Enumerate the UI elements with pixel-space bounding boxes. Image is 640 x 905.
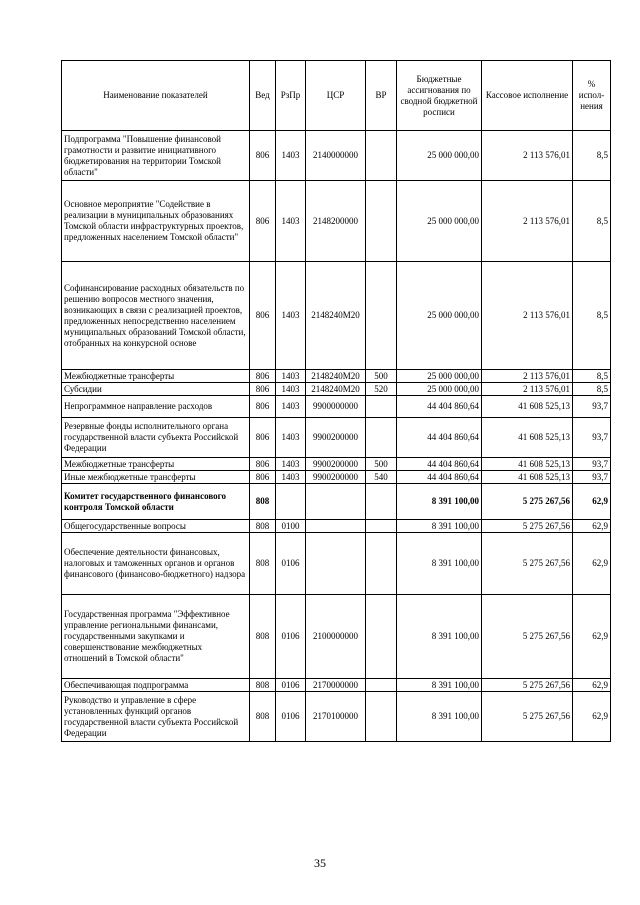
cell-ved: 806: [250, 131, 276, 181]
cell-pct: 93,7: [573, 396, 611, 418]
page-number: 35: [314, 856, 326, 870]
cell-budget: 8 391 100,00: [397, 679, 482, 692]
cell-cash: 2 113 576,01: [482, 181, 573, 262]
cell-rzpr: 0106: [276, 679, 306, 692]
cell-csr: 2148240М20: [306, 370, 366, 383]
header-csr: ЦСР: [306, 61, 366, 131]
cell-vr: [366, 595, 397, 679]
cell-csr: 2140000000: [306, 131, 366, 181]
cell-csr: 2100000000: [306, 595, 366, 679]
cell-budget: 25 000 000,00: [397, 262, 482, 370]
cell-cash: 2 113 576,01: [482, 370, 573, 383]
cell-rzpr: 1403: [276, 418, 306, 458]
cell-cash: 41 608 525,13: [482, 458, 573, 471]
budget-execution-table: [61, 60, 611, 742]
cell-ved: 808: [250, 692, 276, 742]
cell-pct: 8,5: [573, 131, 611, 181]
cell-vr: [366, 520, 397, 533]
cell-pct: 8,5: [573, 370, 611, 383]
cell-vr: 500: [366, 458, 397, 471]
cell-rzpr: 1403: [276, 471, 306, 484]
cell-name: Иные межбюджетные трансферты: [62, 471, 250, 484]
cell-cash: 5 275 267,56: [482, 692, 573, 742]
cell-budget: 44 404 860,64: [397, 418, 482, 458]
cell-name: Руководство и управление в сфере установленных функций органов государственной власти субъекта Российской Федерации: [62, 692, 250, 742]
cell-budget: 44 404 860,64: [397, 471, 482, 484]
cell-vr: [366, 679, 397, 692]
cell-cash: 5 275 267,56: [482, 533, 573, 595]
cell-rzpr: 1403: [276, 396, 306, 418]
cell-csr: 2170100000: [306, 692, 366, 742]
cell-vr: [366, 418, 397, 458]
cell-csr: [306, 484, 366, 520]
cell-rzpr: 0100: [276, 520, 306, 533]
cell-pct: 62,9: [573, 692, 611, 742]
cell-rzpr: 1403: [276, 181, 306, 262]
table-row: [62, 533, 611, 595]
cell-ved: 808: [250, 679, 276, 692]
cell-cash: 41 608 525,13: [482, 418, 573, 458]
cell-rzpr: 1403: [276, 383, 306, 396]
cell-csr: 9900200000: [306, 418, 366, 458]
cell-ved: 806: [250, 458, 276, 471]
cell-pct: 62,9: [573, 484, 611, 520]
table-row: [62, 520, 611, 533]
cell-budget: 8 391 100,00: [397, 595, 482, 679]
cell-csr: 2148240М20: [306, 383, 366, 396]
cell-ved: 808: [250, 533, 276, 595]
cell-name: Подпрограмма "Повышение финансовой грамотности и развитие инициативного бюджетирования на территории Томской области": [62, 131, 250, 181]
cell-name: Резервные фонды исполнительного органа государственной власти субъекта Российской Федерации: [62, 418, 250, 458]
cell-ved: 806: [250, 418, 276, 458]
cell-csr: 2170000000: [306, 679, 366, 692]
table-row: [62, 262, 611, 370]
cell-budget: 25 000 000,00: [397, 181, 482, 262]
cell-cash: 41 608 525,13: [482, 471, 573, 484]
cell-csr: 9900000000: [306, 396, 366, 418]
cell-csr: 2148240М20: [306, 262, 366, 370]
cell-budget: 44 404 860,64: [397, 458, 482, 471]
table-row: [62, 181, 611, 262]
table-row: [62, 679, 611, 692]
cell-budget: 8 391 100,00: [397, 533, 482, 595]
table-row: [62, 595, 611, 679]
cell-rzpr: 0106: [276, 692, 306, 742]
cell-vr: 540: [366, 471, 397, 484]
cell-budget: 44 404 860,64: [397, 396, 482, 418]
cell-rzpr: 1403: [276, 458, 306, 471]
cell-cash: 5 275 267,56: [482, 595, 573, 679]
cell-ved: 806: [250, 262, 276, 370]
cell-budget: 8 391 100,00: [397, 520, 482, 533]
table-row: [62, 131, 611, 181]
cell-ved: 806: [250, 181, 276, 262]
cell-name: Обеспечивающая подпрограмма: [62, 679, 250, 692]
header-vr: ВР: [366, 61, 397, 131]
header-cash: Кассовое исполнение: [482, 61, 573, 131]
cell-ved: 806: [250, 370, 276, 383]
cell-budget: 8 391 100,00: [397, 692, 482, 742]
cell-budget: 25 000 000,00: [397, 383, 482, 396]
cell-cash: 2 113 576,01: [482, 262, 573, 370]
cell-csr: 9900200000: [306, 458, 366, 471]
cell-name: Софинансирование расходных обязательств по решению вопросов местного значения, возникающих в связи с реализацией проектов, предложенных непосредственно населением муниципальных образований Томской области, отобранных на конкурсной основе: [62, 262, 250, 370]
cell-pct: 93,7: [573, 418, 611, 458]
cell-csr: [306, 533, 366, 595]
cell-rzpr: [276, 484, 306, 520]
table-row: [62, 418, 611, 458]
cell-name: Субсидии: [62, 383, 250, 396]
cell-budget: 25 000 000,00: [397, 370, 482, 383]
cell-cash: 5 275 267,56: [482, 679, 573, 692]
cell-ved: 808: [250, 595, 276, 679]
header-ved: Вед: [250, 61, 276, 131]
table-row: [62, 396, 611, 418]
cell-budget: 8 391 100,00: [397, 484, 482, 520]
table-row: [62, 383, 611, 396]
header-percent: % испол-нения: [573, 61, 611, 131]
cell-name: Основное мероприятие "Содействие в реализации в муниципальных образованиях Томской области инфраструктурных проектов, предложенных населением Томской области": [62, 181, 250, 262]
table-row: [62, 471, 611, 484]
cell-rzpr: 1403: [276, 131, 306, 181]
cell-vr: [366, 533, 397, 595]
cell-name: Межбюджетные трансферты: [62, 458, 250, 471]
table-row: [62, 484, 611, 520]
table-row: [62, 370, 611, 383]
cell-pct: 62,9: [573, 679, 611, 692]
cell-cash: 5 275 267,56: [482, 520, 573, 533]
header-budget: Бюджетные ассигнования по сводной бюджетной росписи: [397, 61, 482, 131]
cell-ved: 806: [250, 383, 276, 396]
table-row: [62, 692, 611, 742]
cell-rzpr: 0106: [276, 533, 306, 595]
cell-pct: 8,5: [573, 181, 611, 262]
cell-name: Непрограммное направление расходов: [62, 396, 250, 418]
table-header-row: [62, 61, 611, 131]
cell-ved: 806: [250, 396, 276, 418]
cell-vr: [366, 692, 397, 742]
table-row: [62, 458, 611, 471]
header-name: Наименование показателей: [62, 61, 250, 131]
cell-vr: [366, 396, 397, 418]
cell-vr: [366, 181, 397, 262]
cell-cash: 41 608 525,13: [482, 396, 573, 418]
cell-name: Комитет государственного финансового контроля Томской области: [62, 484, 250, 520]
cell-name: Общегосударственные вопросы: [62, 520, 250, 533]
cell-budget: 25 000 000,00: [397, 131, 482, 181]
cell-pct: 62,9: [573, 533, 611, 595]
cell-vr: [366, 484, 397, 520]
cell-pct: 8,5: [573, 383, 611, 396]
cell-cash: 2 113 576,01: [482, 131, 573, 181]
cell-vr: [366, 262, 397, 370]
cell-csr: [306, 520, 366, 533]
cell-ved: 808: [250, 484, 276, 520]
cell-csr: 9900200000: [306, 471, 366, 484]
header-rzpr: РзПр: [276, 61, 306, 131]
cell-vr: 520: [366, 383, 397, 396]
cell-vr: [366, 131, 397, 181]
cell-pct: 93,7: [573, 458, 611, 471]
cell-csr: 2148200000: [306, 181, 366, 262]
cell-pct: 93,7: [573, 471, 611, 484]
cell-name: Государственная программа "Эффективное управление региональными финансами, государственными закупками и совершенствование межбюджетных отношений в Томской области": [62, 595, 250, 679]
cell-cash: 2 113 576,01: [482, 383, 573, 396]
cell-rzpr: 1403: [276, 370, 306, 383]
cell-ved: 808: [250, 520, 276, 533]
cell-name: Межбюджетные трансферты: [62, 370, 250, 383]
cell-pct: 62,9: [573, 595, 611, 679]
cell-pct: 8,5: [573, 262, 611, 370]
cell-ved: 806: [250, 471, 276, 484]
cell-rzpr: 0106: [276, 595, 306, 679]
cell-name: Обеспечение деятельности финансовых, налоговых и таможенных органов и органов финансового (финансово-бюджетного) надзора: [62, 533, 250, 595]
cell-pct: 62,9: [573, 520, 611, 533]
cell-rzpr: 1403: [276, 262, 306, 370]
cell-vr: 500: [366, 370, 397, 383]
cell-cash: 5 275 267,56: [482, 484, 573, 520]
